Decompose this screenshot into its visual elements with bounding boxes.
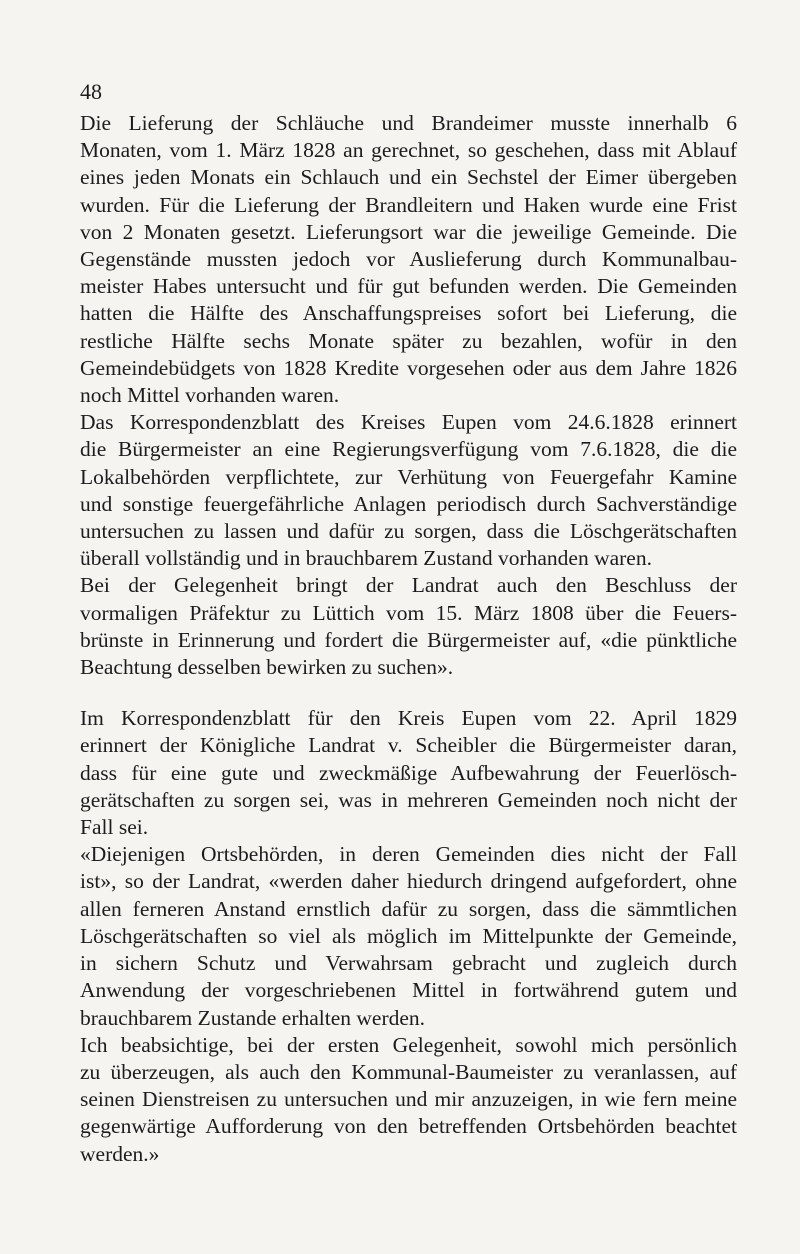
text-line: Gegenstände mussten jedoch vor Auslieferung durch Kommunalbau- [80, 247, 737, 272]
text-line: Bei der Gelegenheit bringt der Landrat auch den Beschluss der [80, 573, 737, 598]
text-line: werden.» [80, 1141, 160, 1166]
paragraph-2 [80, 409, 737, 572]
text-line: noch Mittel vorhanden waren. [80, 383, 340, 408]
text-line: Anwendung der vorgeschriebenen Mittel in fortwährend gutem und [80, 978, 737, 1003]
text-line: brünste in Erinnerung und fordert die Bürgermeister auf, «die pünktliche [80, 627, 737, 652]
text-line: Im Korrespondenzblatt für den Kreis Eupen vom 22. April 1829 [80, 706, 737, 731]
text-line: vormaligen Präfektur zu Lüttich vom 15. März 1808 über die Feuers- [80, 600, 737, 625]
text-line: Monaten, vom 1. März 1828 an gerechnet, so geschehen, dass mit Ablauf [80, 138, 737, 163]
text-line: Löschgerätschaften so viel als möglich im Mittelpunkte der Gemeinde, [80, 923, 737, 948]
text-line: von 2 Monaten gesetzt. Lieferungsort war die jeweilige Gemeinde. Die [80, 219, 737, 244]
text-line: Beachtung desselben bewirken zu suchen». [80, 655, 454, 680]
text-line: die Bürgermeister an eine Regierungsverfügung vom 7.6.1828, die die [80, 437, 737, 462]
page-number: 48 [80, 79, 102, 104]
text-line: zu überzeugen, als auch den Kommunal-Baumeister zu veranlassen, auf [80, 1059, 737, 1084]
paragraph-5 [80, 841, 737, 1031]
text-line: allen ferneren Anstand ernstlich dafür zu sorgen, dass die sämmtlichen [80, 896, 737, 921]
text-line: untersuchen zu lassen und dafür zu sorgen, dass die Löschgerätschaften [80, 519, 737, 544]
text-line: Ich beabsichtige, bei der ersten Gelegenheit, sowohl mich persönlich [80, 1032, 737, 1057]
text-line: überall vollständig und in brauchbarem Zustand vorhanden waren. [80, 546, 652, 571]
text-line: Gemeindebüdgets von 1828 Kredite vorgesehen oder aus dem Jahre 1826 [80, 355, 737, 380]
text-line: meister Habes untersucht und für gut befunden werden. Die Gemeinden [80, 274, 737, 299]
paragraph-4 [80, 705, 737, 841]
section-gap [80, 681, 737, 705]
text-line: Fall sei. [80, 815, 149, 840]
text-line: hatten die Hälfte des Anschaffungspreises sofort bei Lieferung, die [80, 301, 737, 326]
text-line: in sichern Schutz und Verwahrsam gebracht und zugleich durch [80, 951, 737, 976]
text-line: wurden. Für die Lieferung der Brandleitern und Haken wurde eine Frist [80, 192, 737, 217]
text-line: dass für eine gute und zweckmäßige Aufbewahrung der Feuerlösch- [80, 760, 737, 785]
paragraph-1 [80, 110, 737, 409]
text-line: eines jeden Monats ein Schlauch und ein Sechstel der Eimer übergeben [80, 165, 737, 190]
text-line: restliche Hälfte sechs Monate später zu bezahlen, wofür in den [80, 328, 737, 353]
text-line: seinen Dienstreisen zu untersuchen und mir anzuzeigen, in wie fern meine [80, 1087, 737, 1112]
text-line: Die Lieferung der Schläuche und Brandeimer musste innerhalb 6 [80, 111, 737, 135]
text-line: Das Korrespondenzblatt des Kreises Eupen vom 24.6.1828 erinnert [80, 410, 737, 435]
text-line: ist», so der Landrat, «werden daher hiedurch dringend aufgefordert, ohne [80, 869, 737, 894]
text-line: gerätschaften zu sorgen sei, was in mehreren Gemeinden noch nicht der [80, 787, 737, 812]
paragraph-6 [80, 1032, 737, 1168]
text-line: gegenwärtige Aufforderung von den betreffenden Ortsbehörden beachtet [80, 1114, 737, 1139]
page-text [80, 78, 737, 1168]
text-line: Lokalbehörden verpflichtete, zur Verhütung von Feuergefahr Kamine [80, 464, 737, 489]
text-line: brauchbarem Zustande erhalten werden. [80, 1005, 426, 1030]
paragraph-3 [80, 572, 737, 681]
text-line: «Diejenigen Ortsbehörden, in deren Gemeinden dies nicht der Fall [80, 842, 737, 867]
text-line: und sonstige feuergefährliche Anlagen periodisch durch Sachverständige [80, 491, 737, 516]
text-line: erinnert der Königliche Landrat v. Scheibler die Bürgermeister daran, [80, 733, 737, 758]
